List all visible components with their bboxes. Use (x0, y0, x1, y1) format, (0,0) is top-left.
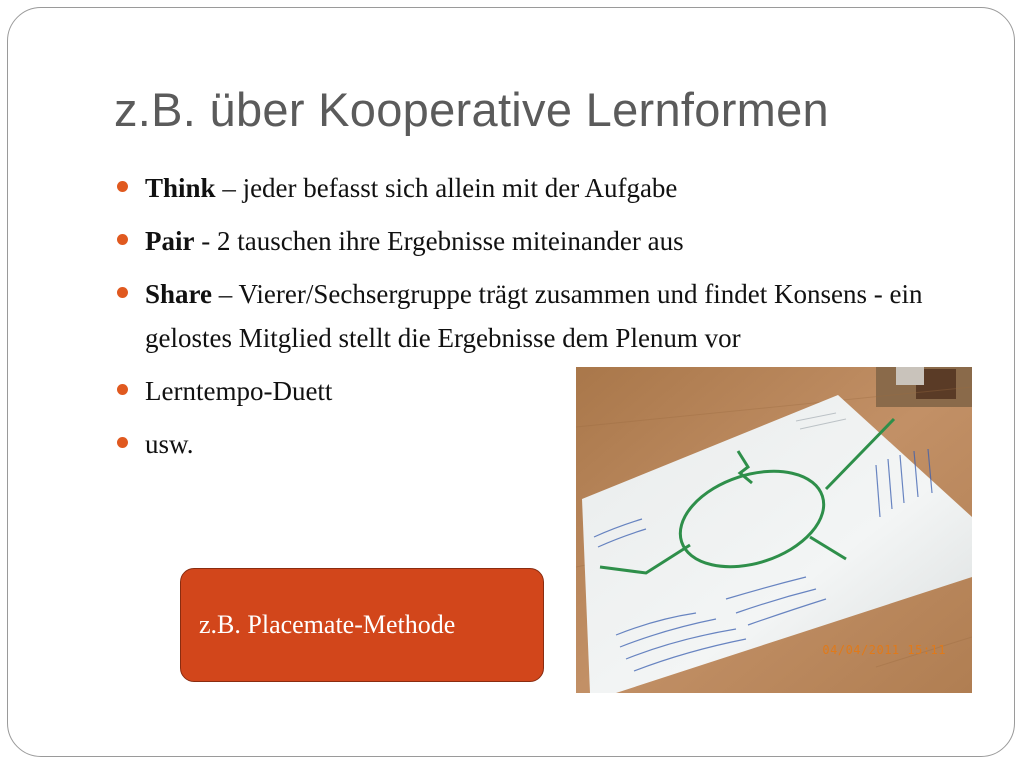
bullet-text: Lerntempo-Duett (145, 376, 333, 406)
slide-title: z.B. über Kooperative Lernformen (114, 83, 829, 136)
photo-timestamp: 04/04/2011 15:11 (822, 643, 946, 657)
bullet-item-pair (114, 219, 934, 263)
bullet-dot (117, 384, 128, 395)
bullet-keyword: Pair (145, 226, 195, 256)
bullet-text: usw. (145, 429, 194, 459)
bullet-dot (117, 287, 128, 298)
bullet-text: - 2 tauschen ihre Ergebnisse miteinander aus (194, 226, 684, 256)
bullet-text: – jeder befasst sich allein mit der Aufgabe (215, 173, 678, 203)
callout-label: z.B. Placemate-Methode (199, 610, 456, 639)
placemate-callout (180, 568, 544, 682)
bullet-item-share (114, 272, 934, 360)
bullet-dot (117, 234, 128, 245)
bullet-text: – Vierer/Sechsergruppe trägt zusammen und findet Konsens - ein gelostes Mitglied stellt die Ergebnisse dem Plenum vor (145, 279, 923, 353)
bullet-keyword: Share (145, 279, 213, 309)
bullet-dot (117, 437, 128, 448)
bullet-item-think (114, 166, 934, 210)
bullet-keyword: Think (145, 173, 216, 203)
placemat-photo (576, 367, 972, 693)
bullet-dot (117, 181, 128, 192)
